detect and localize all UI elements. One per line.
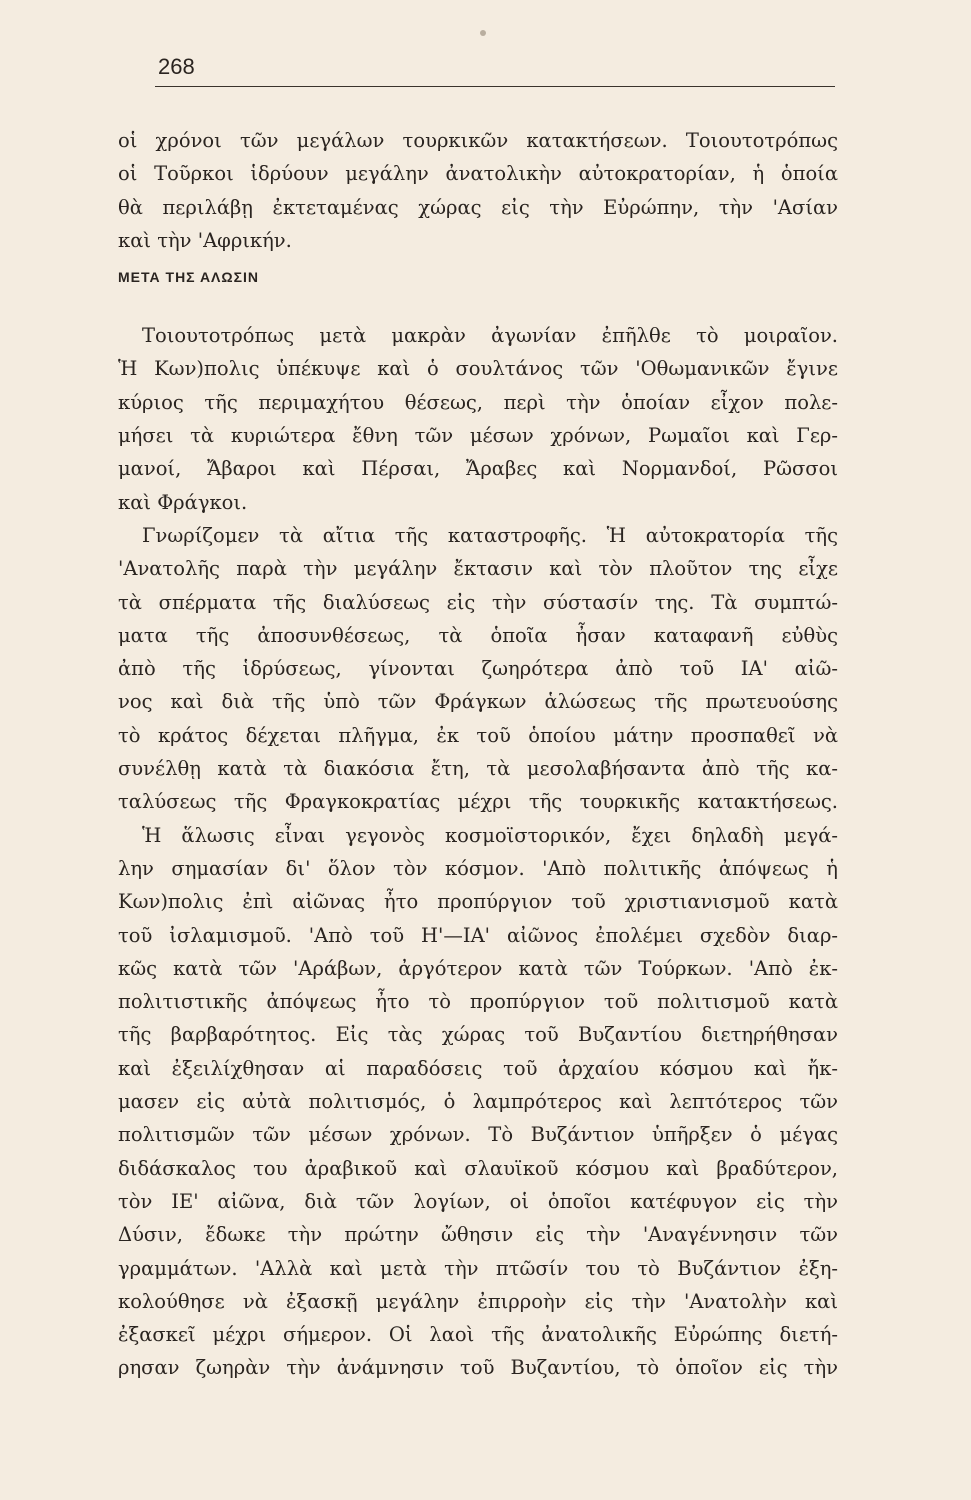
text-line: 'Ανατολῆς παρὰ τὴν μεγάλην ἔκτασιν καὶ τὸν πλοῦτον της εἶχε <box>118 557 838 581</box>
text-line: πολιτισμῶν τῶν μέσων χρόνων. Τὸ Βυζάντιον ὑπῆρξεν ὁ μέγας <box>118 1123 838 1147</box>
text-line: λην σημασίαν δι' ὅλον τὸν κόσμον. 'Απὸ πολιτικῆς ἀπόψεως ἡ <box>118 856 838 880</box>
text-line: τὰ σπέρματα τῆς διαλύσεως εἰς τὴν σύστασίν της. Τὰ συμπτώ- <box>118 590 838 614</box>
text-line: καὶ Φράγκοι. <box>118 490 248 514</box>
text-line: κύριος τῆς περιμαχήτου θέσεως, περὶ τὴν ὁποίαν εἶχον πολε- <box>118 390 838 414</box>
text-line: θὰ περιλάβῃ ἐκτεταμένας χώρας εἰς τὴν Εὐρώπην, τὴν 'Ασίαν <box>118 195 838 219</box>
text-line: Τοιουτοτρόπως μετὰ μακρὰν ἀγωνίαν ἐπῆλθε τὸ μοιραῖον. <box>142 324 838 348</box>
paragraph-1 <box>118 124 838 257</box>
paragraph-3 <box>118 519 838 819</box>
text-line: Ἡ Κων)πολις ὑπέκυψε καὶ ὁ σουλτάνος τῶν 'Οθωμανικῶν ἔγινε <box>118 357 838 381</box>
text-line: συνέλθῃ κατὰ τὰ διακόσια ἔτη, τὰ μεσολαβήσαντα ἀπὸ τῆς κα- <box>118 757 838 781</box>
page-number: 268 <box>158 54 195 79</box>
text-line: οἱ Τοῦρκοι ἱδρύουν μεγάλην ἀνατολικὴν αὐτοκρατορίαν, ἡ ὁποία <box>118 162 838 186</box>
text-line: οἱ χρόνοι τῶν μεγάλων τουρκικῶν κατακτήσεων. Τοιουτοτρόπως <box>118 129 838 152</box>
text-line: μασεν εἰς αὐτὰ πολιτισμός, ὁ λαμπρότερος καὶ λεπτότερος τῶν <box>118 1090 838 1114</box>
text-line: ταλύσεως τῆς Φραγκοκρατίας μέχρι τῆς τουρκικῆς κατακτήσεως. <box>118 790 838 814</box>
header-rule <box>155 86 835 87</box>
text-line: ἐξασκεῖ μέχρι σήμερον. Οἱ λαοὶ τῆς ἀνατολικῆς Εὐρώπης διετή- <box>118 1323 838 1347</box>
text-line: τὸν ΙΕ' αἰῶνα, διὰ τῶν λογίων, οἱ ὁποῖοι κατέφυγον εἰς τὴν <box>118 1189 838 1213</box>
text-line: μήσει τὰ κυριώτερα ἔθνη τῶν μέσων χρόνων, Ρωμαῖοι καὶ Γερ- <box>118 424 838 448</box>
text-line: νος καὶ διὰ τῆς ὑπὸ τῶν Φράγκων ἁλώσεως τῆς πρωτευούσης <box>118 690 838 714</box>
paragraph-2 <box>118 319 838 519</box>
paragraph-4 <box>118 819 838 1385</box>
section-heading: ΜΕΤΑ ΤΗΣ ΑΛΩΣΙΝ <box>118 269 260 286</box>
text-line: κολούθησε νὰ ἐξασκῇ μεγάλην ἐπιρροὴν εἰς τὴν 'Ανατολὴν καὶ <box>118 1289 838 1313</box>
text-line: ματα τῆς ἀποσυνθέσεως, τὰ ὁποῖα ἦσαν καταφανῆ εὐθὺς <box>118 623 838 647</box>
text-line: κῶς κατὰ τῶν 'Αράβων, ἀργότερον κατὰ τῶν Τούρκων. 'Απὸ ἐκ- <box>118 956 838 980</box>
text-line: τῆς βαρβαρότητος. Εἰς τὰς χώρας τοῦ Βυζαντίου διετηρήθησαν <box>118 1023 838 1047</box>
text-line: Γνωρίζομεν τὰ αἴτια τῆς καταστροφῆς. Ἡ αὐτοκρατορία τῆς <box>142 523 838 547</box>
text-line: Κων)πολις ἐπὶ αἰῶνας ἦτο προπύργιον τοῦ χριστιανισμοῦ κατὰ <box>118 890 838 914</box>
text-line: καὶ τὴν 'Αφρικήν. <box>118 228 292 252</box>
text-line: ρησαν ζωηρὰν τὴν ἀνάμνησιν τοῦ Βυζαντίου, τὸ ὁποῖον εἰς τὴν <box>118 1356 838 1380</box>
text-line: πολιτιστικῆς ἀπόψεως ἦτο τὸ προπύργιον τοῦ πολιτισμοῦ κατὰ <box>118 990 838 1014</box>
body-text <box>118 124 838 1385</box>
text-line: διδάσκαλος του ἀραβικοῦ καὶ σλαυϊκοῦ κόσμου καὶ βραδύτερον, <box>118 1156 838 1180</box>
text-line: μανοί, Ἄβαροι καὶ Πέρσαι, Ἄραβες καὶ Νορμανδοί, Ρῶσσοι <box>118 457 838 481</box>
text-line: τοῦ ἰσλαμισμοῦ. 'Απὸ τοῦ Η'—ΙΑ' αἰῶνος ἐπολέμει σχεδὸν διαρ- <box>118 923 838 947</box>
text-line: καὶ ἐξειλίχθησαν αἱ παραδόσεις τοῦ ἀρχαίου κόσμου καὶ ἤκ- <box>118 1056 838 1080</box>
text-line: γραμμάτων. 'Αλλὰ καὶ μετὰ τὴν πτῶσίν του τὸ Βυζάντιον ἐξη- <box>118 1256 838 1280</box>
page-speck <box>480 30 486 36</box>
text-line: Ἡ ἅλωσις εἶναι γεγονὸς κοσμοϊστορικόν, ἔχει δηλαδὴ μεγά- <box>142 823 838 847</box>
text-line: ἀπὸ τῆς ἱδρύσεως, γίνονται ζωηρότερα ἀπὸ τοῦ ΙΑ' αἰῶ- <box>118 657 838 681</box>
text-line: τὸ κράτος δέχεται πλῆγμα, ἐκ τοῦ ὁποίου μάτην προσπαθεῖ νὰ <box>118 723 838 747</box>
text-line: Δύσιν, ἔδωκε τὴν πρώτην ὤθησιν εἰς τὴν 'Αναγέννησιν τῶν <box>118 1223 838 1247</box>
